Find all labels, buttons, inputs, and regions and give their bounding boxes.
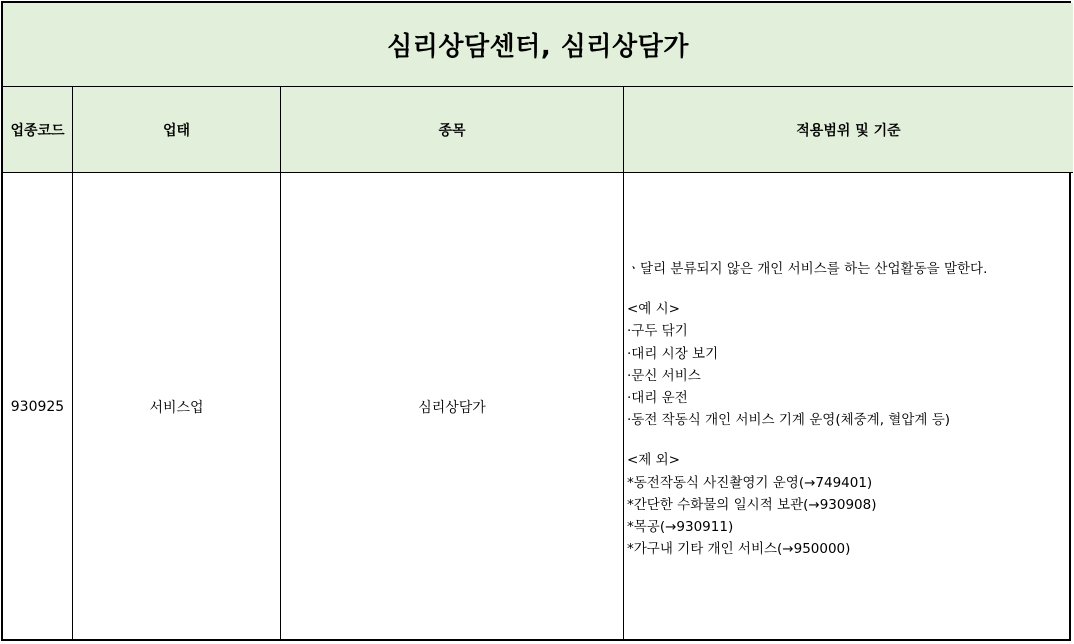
- classification-table: [1, 1, 1071, 641]
- exclusion-item: *간단한 수화물의 일시적 보관(→930908): [627, 496, 877, 513]
- example-item: ·문신 서비스: [627, 367, 701, 384]
- header-scope: 적용범위 및 기준: [624, 87, 1073, 173]
- example-item: ·대리 시장 보기: [627, 345, 719, 362]
- example-item: ·대리 운전: [627, 389, 688, 406]
- header-business-type: 업태: [73, 87, 281, 173]
- header-item: 종목: [281, 87, 624, 173]
- cell-code: 930925: [3, 173, 73, 641]
- examples-header: <예 시>: [627, 301, 680, 318]
- example-item: ·구두 닦기: [627, 323, 688, 340]
- cell-scope: [624, 173, 1073, 641]
- header-code: 업종코드: [3, 87, 73, 173]
- table-title: 심리상담센터, 심리상담가: [3, 3, 1073, 87]
- exclusion-item: *동전작동식 사진촬영기 운영(→749401): [627, 474, 873, 491]
- exclusion-item: *가구내 기타 개인 서비스(→950000): [627, 541, 851, 558]
- exclusions-header: <제 외>: [627, 452, 680, 469]
- example-item: ·동전 작동식 개인 서비스 기계 운영(체중계, 혈압계 등): [627, 412, 951, 429]
- exclusion-item: *목공(→930911): [627, 518, 734, 535]
- scope-definition: ㆍ달리 분류되지 않은 개인 서비스를 하는 산업활동을 말한다.: [627, 261, 988, 277]
- cell-business-type: 서비스업: [73, 173, 281, 641]
- cell-item: 심리상담가: [281, 173, 624, 641]
